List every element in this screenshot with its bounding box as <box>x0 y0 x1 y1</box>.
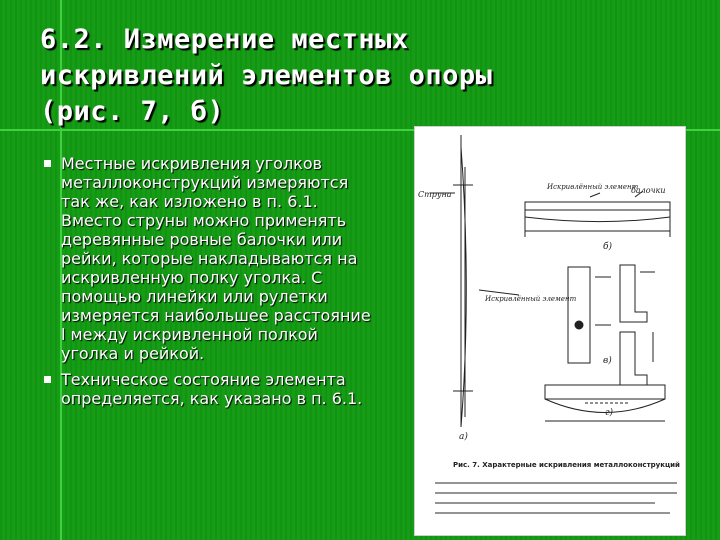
bullet-square-icon <box>44 160 51 167</box>
figure-drawing <box>415 127 685 535</box>
slide-title-line-2: искривлений элементов опоры <box>40 60 493 91</box>
bullet-list <box>44 154 374 415</box>
bullet-item <box>44 154 374 363</box>
figure-label-a: а) <box>459 432 468 442</box>
figure-angle-flange <box>568 267 590 363</box>
figure-label-string: Струна <box>418 190 452 199</box>
bullet-text: Местные искривления уголков металлоконструкций измеряются так же, как изложено в п. 6.1. Вместо струны можно применять деревянные ровные балочки или рейки, которые накладываются на искривленную полку уголка. С помощью линейки или рулетки измеряется наибольшее расстояние l между искривленной полкой уголка и рейкой. <box>61 154 371 363</box>
slide-title <box>40 22 680 130</box>
figure-caption: Рис. 7. Характерные искривления металлоконструкций <box>453 461 680 469</box>
figure-label-b: б) <box>603 242 613 252</box>
figure-label-g: г) <box>605 408 614 418</box>
figure-label-curved-left: Искривлённый элемент <box>485 295 577 303</box>
technical-figure <box>414 126 686 536</box>
slide-title-line-3: (рис. 7, б) <box>40 96 225 127</box>
figure-rail <box>525 202 670 210</box>
figure-label-curved-top: Искривлённый элемент <box>547 183 639 191</box>
bullet-square-icon <box>44 376 51 383</box>
figure-label-v: в) <box>603 356 612 366</box>
slide-title-line-1: 6.2. Измерение местных <box>40 24 409 55</box>
bullet-item <box>44 370 374 408</box>
figure-label-beams: балочки <box>631 186 666 195</box>
bullet-text: Техническое состояние элемента определяется, как указано в п. 6.1. <box>61 370 363 408</box>
